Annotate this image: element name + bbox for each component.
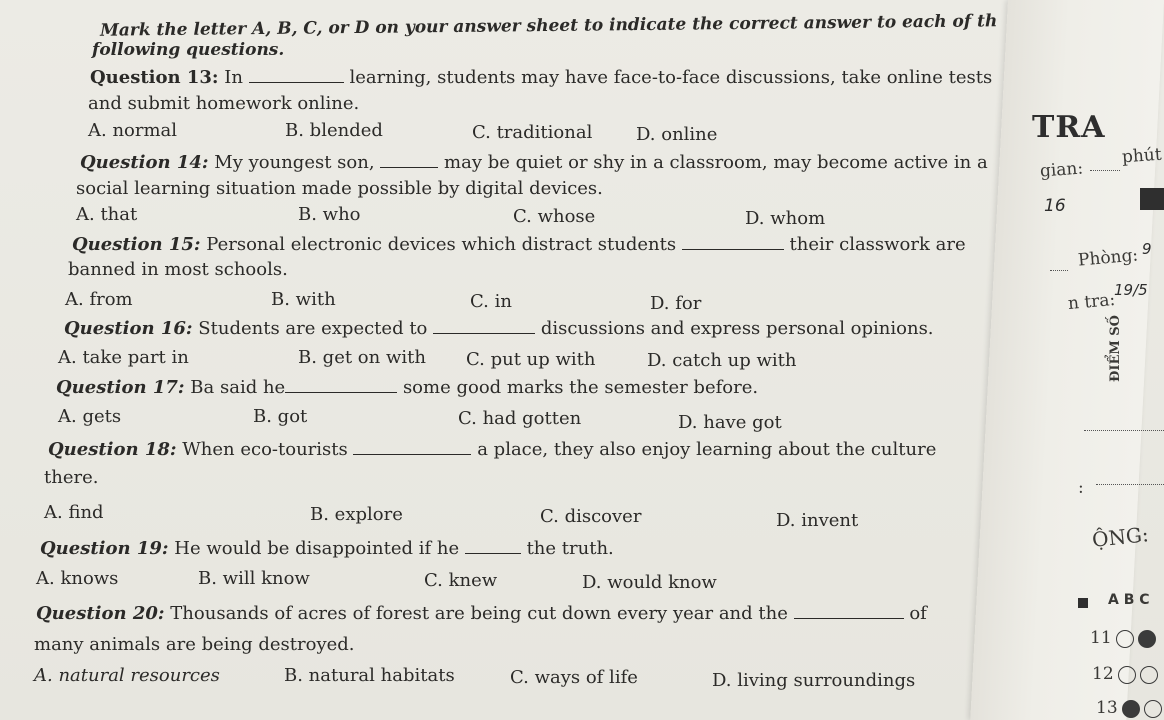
bubble-13-a [1122,700,1140,718]
side-line-2 [1096,484,1164,485]
q14-option-b: B. who [298,204,361,225]
q13-option-d: D. online [636,124,718,145]
q17-option-a: A. gets [58,406,122,427]
q14-option-a: A. that [76,204,138,225]
side-small-square [1078,598,1088,608]
side-time-label: gian: [1039,158,1084,182]
side-row-13-number: 13 [1096,698,1118,718]
question-13-cont: and submit homework online. [88,93,360,114]
q16-option-d: D. catch up with [647,350,797,371]
side-title: TRA [1032,110,1106,145]
bubble-11-a [1116,630,1134,648]
side-line-1 [1084,430,1164,431]
question-19: Question 19: He would be disappointed if he the truth. [40,538,614,559]
side-room-label: Phòng: [1077,245,1139,271]
q15-option-b: B. with [271,289,336,310]
side-row-12-number: 12 [1092,664,1114,684]
q17-option-b: B. got [253,406,308,427]
side-handwritten-16: 16 [1044,196,1066,216]
q15-option-a: A. from [65,289,133,310]
side-row-13 [1096,698,1162,718]
side-row-12 [1092,664,1158,684]
q20-option-c: C. ways of life [510,667,638,688]
side-score-label: ĐIỂM SỐ [1108,315,1123,382]
question-20-cont: many animals are being destroyed. [34,634,355,655]
question-18-cont: there. [44,467,99,488]
side-date-label: n tra: [1067,289,1116,315]
instruction-line-1: Mark the letter A, B, C, or D on your answer sheet to indicate the correct answer to each of th [99,11,998,41]
bubble-12-b [1140,666,1158,684]
question-14: Question 14: My youngest son, may be quiet or shy in a classroom, may become active in a [80,152,988,173]
side-row-11 [1090,628,1156,648]
q13-option-b: B. blended [285,120,383,141]
bubble-11-b [1138,630,1156,648]
question-20: Question 20: Thousands of acres of forest are being cut down every year and the of [36,603,927,624]
question-17: Question 17: Ba said he some good marks the semester before. [56,377,759,398]
q16-option-a: A. take part in [58,347,189,368]
q18-option-a: A. find [44,502,104,523]
q17-option-d: D. have got [678,412,782,433]
bubble-12-a [1118,666,1136,684]
question-15-cont: banned in most schools. [68,259,288,280]
bubble-13-b [1144,700,1162,718]
q20-option-b: B. natural habitats [284,665,455,686]
side-corner-square [1140,188,1164,210]
side-colon: : [1078,478,1084,498]
side-time-unit: phút [1121,144,1163,168]
q15-option-d: D. for [650,293,702,314]
q16-option-c: C. put up with [466,349,596,370]
question-13: Question 13: In learning, students may have face-to-face discussions, take online tests [90,67,993,88]
side-row-11-number: 11 [1090,628,1112,648]
q16-option-b: B. get on with [298,347,426,368]
side-room-line [1050,270,1068,271]
q19-option-d: D. would know [582,572,717,593]
question-15: Question 15: Personal electronic devices which distract students their classwork are [72,234,966,255]
q13-option-a: A. normal [88,120,178,141]
q19-option-a: A. knows [36,568,119,589]
q14-option-c: C. whose [513,206,596,227]
q20-option-d: D. living surroundings [712,670,916,691]
question-14-cont: social learning situation made possible by digital devices. [76,178,603,199]
side-time-line [1090,170,1120,171]
q18-option-c: C. discover [540,506,642,527]
q19-option-c: C. knew [424,570,498,591]
question-18: Question 18: When eco-tourists a place, they also enjoy learning about the culture [48,439,937,460]
q15-option-c: C. in [470,291,512,312]
side-date-value: 19/5 [1114,281,1148,299]
instruction-line-2: following questions. [92,40,285,60]
q13-option-c: C. traditional [472,122,593,143]
side-abc-header: A B C [1108,592,1150,608]
q17-option-c: C. had gotten [458,408,582,429]
q18-option-d: D. invent [776,510,859,531]
q19-option-b: B. will know [198,568,310,589]
question-16: Question 16: Students are expected to discussions and express personal opinions. [64,318,934,339]
side-total-label: ỘNG: [1090,522,1150,552]
q14-option-d: D. whom [745,208,826,229]
side-room-value: 9 [1142,240,1152,258]
q18-option-b: B. explore [310,504,403,525]
q20-option-a: A. natural resources [34,665,220,686]
